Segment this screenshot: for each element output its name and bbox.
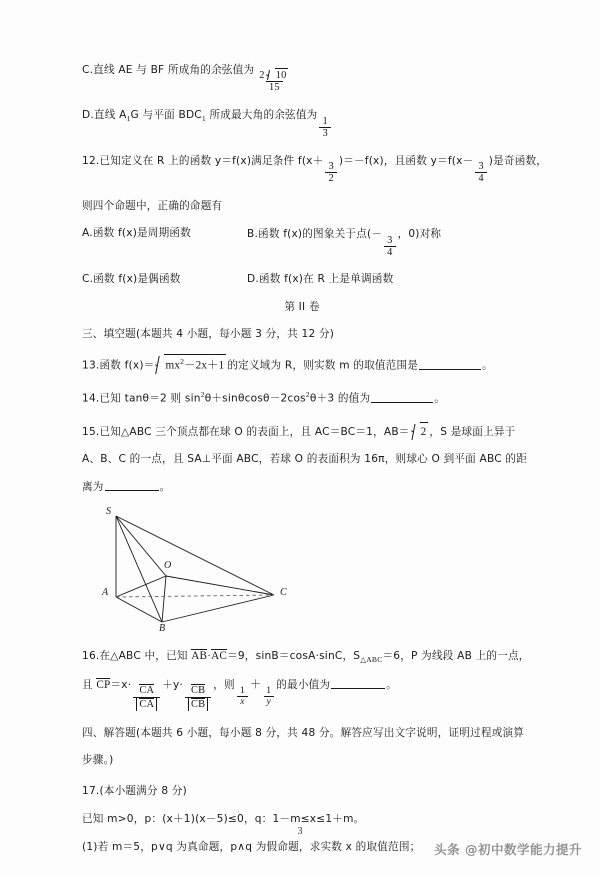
option-c-line: [82, 62, 522, 93]
figure-label-c: C: [280, 587, 287, 599]
q12-option-b-fraction: $\frac{3}{4}$: [384, 235, 395, 258]
watermark: 头条 @初中数学能力提升: [434, 842, 582, 857]
question-12-options-row-2: [82, 272, 522, 288]
edge-sb: [116, 516, 162, 622]
figure-label-a: A: [102, 587, 109, 599]
question-12-stem-line-1: [82, 153, 548, 185]
q12-fraction-1: $\frac{3}{2}$: [325, 161, 336, 184]
q12-lead-1: 12.已知定义在 R 上的函数 y＝f(x)满足条件 f(x＋: [82, 154, 324, 167]
option-c-denominator: 15: [266, 81, 283, 93]
section-4-heading-line-2: 步骤。): [82, 754, 114, 767]
question-15-line-2: A、B、C 的一点，且 SA⊥平面 ABC，若球 O 的表面积为 16π，则球心 O 到平面 ABC 的距: [82, 453, 528, 466]
edge-ac-dashed: [116, 595, 274, 597]
sqrt-icon: [155, 354, 226, 375]
q16-fraction-1-over-x: $\frac{1}{x}$: [237, 686, 248, 707]
q13-radicand: $mx^2-2x+1$: [164, 354, 226, 375]
edge-sc: [116, 516, 274, 595]
option-d-text-2: G 与平面 BDC: [130, 109, 202, 122]
figure-label-s: S: [106, 506, 111, 518]
question-16-line-1: 16.在△ABC 中，已知 AB·AC＝9，sinB＝cosA·sinC，$S_{\triangle ABC}=6$，P 为线段 AB 上的一点，: [82, 650, 530, 665]
q16-unit-vector-cb: $\frac{CB}{CB}$: [185, 684, 211, 710]
option-d-line: [82, 107, 522, 138]
edge-ao: [116, 576, 166, 597]
q12-option-c: C.函数 f(x)是偶函数: [82, 272, 181, 285]
q12-option-b: B.函数 f(x)的图象关于点(－ $\frac{3}{4}$ ，0)对称: [247, 228, 442, 258]
edge-so: [116, 516, 166, 576]
question-15-line-1: 15.已知△ABC 三个顶点都在球 O 的表面上，且 AC＝BC＝1，AB＝ 2 ，S 是球面上异于: [82, 422, 522, 441]
page-number: 3: [297, 826, 303, 837]
option-d-text-3: 所成最大角的余弦值为: [205, 109, 318, 122]
page-content: [82, 62, 548, 867]
q14-prefix: 14.已知 tanθ＝2 则 sin: [82, 392, 201, 405]
option-d-fraction: $\frac{1}{3}$: [319, 116, 330, 139]
figure-label-o: O: [164, 560, 172, 572]
question-13: 13.函数 $f(x)= mx^2-2x+1$ 的定义域为 R，则实数 m 的取值范围是 。: [82, 354, 522, 375]
question-15-line-3: 离为 。: [82, 481, 171, 494]
q13-prefix: 13.函数 f(x)＝: [82, 360, 155, 373]
option-d-subscript-1: 1: [126, 114, 131, 124]
vector-ab: AB: [191, 650, 208, 663]
option-c-text: C.直线 AE 与 BF 所成角的余弦值为: [82, 64, 255, 76]
vector-ac: AC: [211, 650, 228, 663]
q13-suffix: 的定义域为 R，则实数 m 的取值范围是: [227, 360, 419, 373]
q12-fraction-2: $\frac{3}{4}$: [475, 161, 486, 184]
question-14: 14.已知 tanθ＝2 则 $\sin^2\theta+\sin\theta\cos\theta-2\cos^2\theta+3$ 的值为 。: [82, 389, 446, 405]
question-16-line-2: 且 CP＝x· $\frac{CA}{CA}$ ＋y· $\frac{CB}{CB}$ ，则 $\frac{1}{x}$ ＋ $\frac{1}{y}$ 的最小值为 。: [82, 678, 398, 710]
section-3-heading: 三、填空题(本题共 4 小题，每小题 3 分，共 12 分): [82, 328, 335, 341]
q14-answer-blank[interactable]: [371, 391, 433, 403]
edge-ob: [162, 576, 166, 622]
option-c-numerator: 2 10: [259, 70, 287, 82]
q16-answer-blank[interactable]: [331, 677, 385, 689]
tetrahedron-svg: [94, 507, 384, 642]
option-d-subscript-2: 1: [201, 114, 206, 124]
tetrahedron-figure: [94, 507, 384, 642]
q13-answer-blank[interactable]: [419, 358, 481, 370]
edge-bc: [162, 595, 274, 622]
q16-area-subscript: △ABC: [360, 655, 383, 665]
q12-lead-3: )是奇函数，: [488, 154, 548, 167]
edge-oc: [166, 576, 274, 595]
question-17-title: 17.(本小题满分 8 分): [82, 785, 187, 798]
figure-label-b: B: [159, 623, 166, 635]
question-12-options-row-1: [82, 226, 522, 257]
q15-answer-blank[interactable]: [105, 480, 159, 492]
section-4-heading-line-1: 四、解答题(本题共 6 小题，每小题 8 分，共 48 分。解答应写出文字说明，证明过程或演算: [82, 726, 525, 739]
option-d-text-1: D.直线 A: [82, 109, 127, 122]
q12-option-a: A.函数 f(x)是周期函数: [82, 227, 192, 240]
question-17-part-1: (1)若 m＝5，p∨q 为真命题，p∧q 为假命题，求实数 x 的取值范围；: [82, 841, 421, 854]
section-two-header: 第 II 卷: [284, 300, 320, 313]
edge-ab: [116, 597, 162, 622]
q12-lead-2: )＝－f(x)，且函数 y＝f(x－: [338, 154, 474, 167]
q16-fraction-1-over-y: $\frac{1}{y}$: [263, 686, 274, 707]
option-c-fraction: [256, 68, 292, 93]
question-17-given: 已知 m>0，p：(x＋1)(x－5)≤0，q：1－m≤x≤1＋m。: [82, 813, 365, 826]
sqrt-icon: 2: [411, 422, 429, 441]
question-12-stem-line-2: 则四个命题中，正确的命题有: [82, 200, 223, 213]
vector-cp: CP: [96, 678, 111, 691]
q12-option-d: D.函数 f(x)在 R 上是单调函数: [247, 272, 394, 285]
q16-unit-vector-ca: $\frac{CA}{CA}$: [133, 684, 160, 710]
sqrt-icon: 10: [266, 68, 289, 81]
